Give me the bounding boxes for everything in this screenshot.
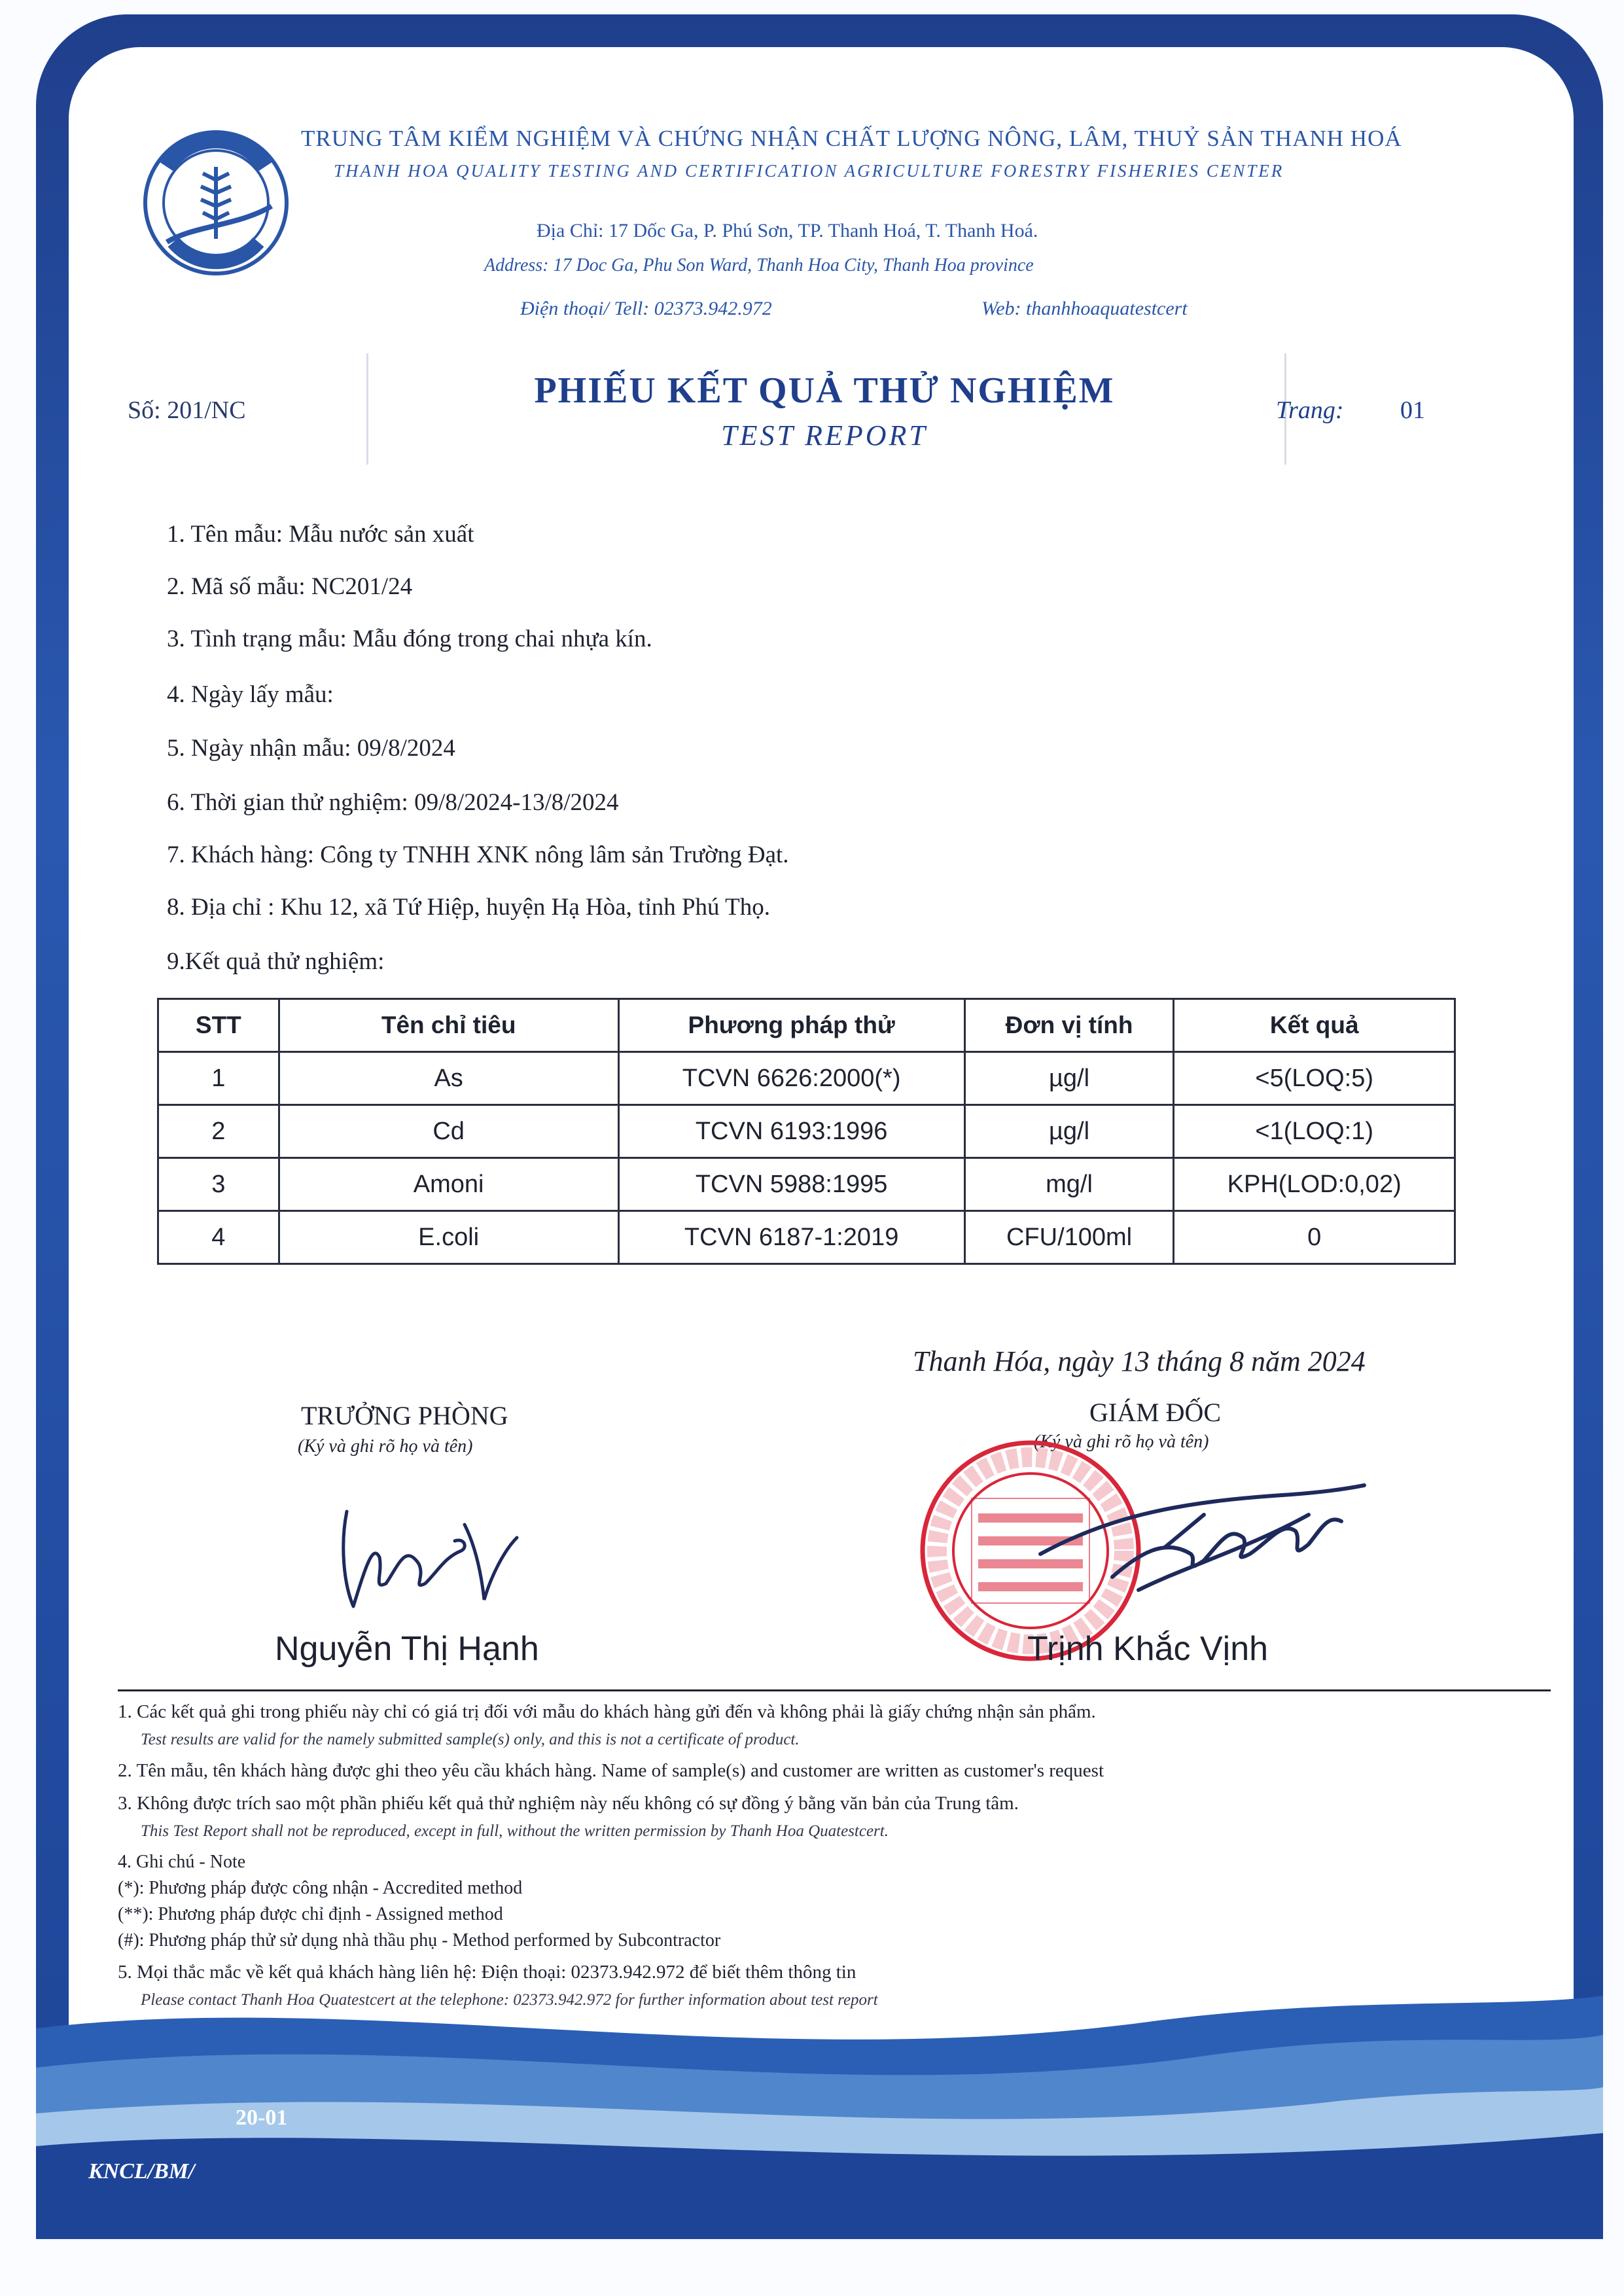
cell-unit: µg/l xyxy=(964,1105,1174,1158)
results-table xyxy=(157,998,1456,1265)
cell-indicator: Amoni xyxy=(279,1158,618,1211)
note-4-accredited: (*): Phương pháp được công nhận - Accredited method xyxy=(118,1878,523,1898)
right-signer-name: Trịnh Khắc Vịnh xyxy=(1027,1630,1269,1668)
cell-indicator: E.coli xyxy=(279,1211,618,1264)
form-number: 20-01 xyxy=(236,2106,288,2130)
info-line: 8. Địa chỉ : Khu 12, xã Tứ Hiệp, huyện Hạ Hòa, tỉnh Phú Thọ. xyxy=(167,894,770,921)
note-1: 1. Các kết quả ghi trong phiếu này chỉ có giá trị đối với mẫu do khách hàng gửi đến và không phải là giấy chứng nhận sản phẩm. xyxy=(118,1701,1096,1722)
table-header-row xyxy=(158,999,1455,1052)
cell-unit: mg/l xyxy=(964,1158,1174,1211)
cell-method: TCVN 5988:1995 xyxy=(618,1158,964,1211)
right-signer-note: (Ký và ghi rõ họ và tên) xyxy=(1034,1432,1209,1452)
cell-stt: 1 xyxy=(158,1052,279,1105)
info-line: 3. Tình trạng mẫu: Mẫu đóng trong chai nhựa kín. xyxy=(167,626,652,652)
note-4-subcontractor: (#): Phương pháp thử sử dụng nhà thầu phụ - Method performed by Subcontractor xyxy=(118,1930,721,1951)
note-4-assigned: (**): Phương pháp được chỉ định - Assigned method xyxy=(118,1904,503,1924)
cell-method: TCVN 6193:1996 xyxy=(618,1105,964,1158)
cell-unit: CFU/100ml xyxy=(964,1211,1174,1264)
header-unit: Đơn vị tính xyxy=(964,999,1174,1052)
cell-result: <5(LOQ:5) xyxy=(1174,1052,1455,1105)
note-5-english: Please contact Thanh Hoa Quatestcert at the telephone: 02373.942.972 for further information about test report xyxy=(141,1991,878,2009)
header-result: Kết quả xyxy=(1174,999,1455,1052)
table-row xyxy=(158,1105,1455,1158)
cell-stt: 3 xyxy=(158,1158,279,1211)
note-2: 2. Tên mẫu, tên khách hàng được ghi theo yêu cầu khách hàng. Name of sample(s) and customer are written as customer's request xyxy=(118,1760,1104,1781)
note-4: 4. Ghi chú - Note xyxy=(118,1852,246,1872)
left-signer-title: TRƯỞNG PHÒNG xyxy=(301,1401,508,1430)
organization-name-english: THANH HOA QUALITY TESTING AND CERTIFICATION AGRICULTURE FORESTRY FISHERIES CENTER xyxy=(334,161,1284,181)
header-stt: STT xyxy=(158,999,279,1052)
signing-date: Thanh Hóa, ngày 13 tháng 8 năm 2024 xyxy=(913,1345,1366,1377)
report-number: Số: 201/NC xyxy=(128,397,246,424)
right-signer-title: GIÁM ĐỐC xyxy=(1089,1398,1222,1427)
report-title: PHIẾU KẾT QUẢ THỬ NGHIỆM xyxy=(534,370,1115,411)
cell-stt: 2 xyxy=(158,1105,279,1158)
cell-method: TCVN 6187-1:2019 xyxy=(618,1211,964,1264)
cell-result: KPH(LOD:0,02) xyxy=(1174,1158,1455,1211)
note-3-english: This Test Report shall not be reproduced, except in full, without the written permission by Thanh Hoa Quatestcert. xyxy=(141,1822,889,1840)
cell-unit: µg/l xyxy=(964,1052,1174,1105)
address-english: Address: 17 Doc Ga, Phu Son Ward, Thanh Hoa City, Thanh Hoa province xyxy=(484,255,1034,275)
form-code: KNCL/BM/ xyxy=(88,2159,195,2183)
info-line: 6. Thời gian thử nghiệm: 09/8/2024-13/8/2024 xyxy=(167,789,619,816)
cell-indicator: Cd xyxy=(279,1105,618,1158)
info-line: 7. Khách hàng: Công ty TNHH XNK nông lâm sản Trường Đạt. xyxy=(167,841,789,868)
left-signer-name: Nguyễn Thị Hạnh xyxy=(275,1630,539,1668)
address: Địa Chỉ: 17 Dốc Ga, P. Phú Sơn, TP. Thanh Hoá, T. Thanh Hoá. xyxy=(537,220,1038,241)
cell-indicator: As xyxy=(279,1052,618,1105)
left-signer-note: (Ký và ghi rõ họ và tên) xyxy=(298,1436,473,1457)
footer-divider xyxy=(118,1689,1551,1691)
organization-name: TRUNG TÂM KIỂM NGHIỆM VÀ CHỨNG NHẬN CHẤT LƯỢNG NÔNG, LÂM, THUỶ SẢN THANH HOÁ xyxy=(301,126,1402,151)
right-signature-image xyxy=(1034,1475,1368,1619)
note-5: 5. Mọi thắc mắc về kết quả khách hàng liên hệ: Điện thoại: 02373.942.972 để biết thêm thông tin xyxy=(118,1962,856,1983)
info-line: 5. Ngày nhận mẫu: 09/8/2024 xyxy=(167,735,455,762)
phone: Điện thoại/ Tell: 02373.942.972 xyxy=(520,298,772,319)
header-method: Phương pháp thử xyxy=(618,999,964,1052)
note-3: 3. Không được trích sao một phần phiếu kết quả thử nghiệm này nếu không có sự đồng ý bằng văn bản của Trung tâm. xyxy=(118,1793,1019,1814)
info-line: 9.Kết quả thử nghiệm: xyxy=(167,948,385,975)
page-label: Trang: xyxy=(1276,397,1344,424)
table-row xyxy=(158,1158,1455,1211)
cell-method: TCVN 6626:2000(*) xyxy=(618,1052,964,1105)
cell-result: 0 xyxy=(1174,1211,1455,1264)
cell-result: <1(LOQ:1) xyxy=(1174,1105,1455,1158)
organization-logo-icon xyxy=(141,128,291,278)
info-line: 4. Ngày lấy mẫu: xyxy=(167,681,334,708)
note-1-english: Test results are valid for the namely submitted sample(s) only, and this is not a certificate of product. xyxy=(141,1731,800,1748)
cell-stt: 4 xyxy=(158,1211,279,1264)
info-line: 2. Mã số mẫu: NC201/24 xyxy=(167,573,413,600)
page-number: 01 xyxy=(1400,397,1425,424)
left-signature-image xyxy=(327,1485,523,1616)
info-line: 1. Tên mẫu: Mẫu nước sản xuất xyxy=(167,521,474,548)
header-indicator: Tên chỉ tiêu xyxy=(279,999,618,1052)
website: Web: thanhhoaquatestcert xyxy=(981,298,1188,319)
table-row xyxy=(158,1052,1455,1105)
report-title-english: TEST REPORT xyxy=(721,419,928,451)
table-row xyxy=(158,1211,1455,1264)
